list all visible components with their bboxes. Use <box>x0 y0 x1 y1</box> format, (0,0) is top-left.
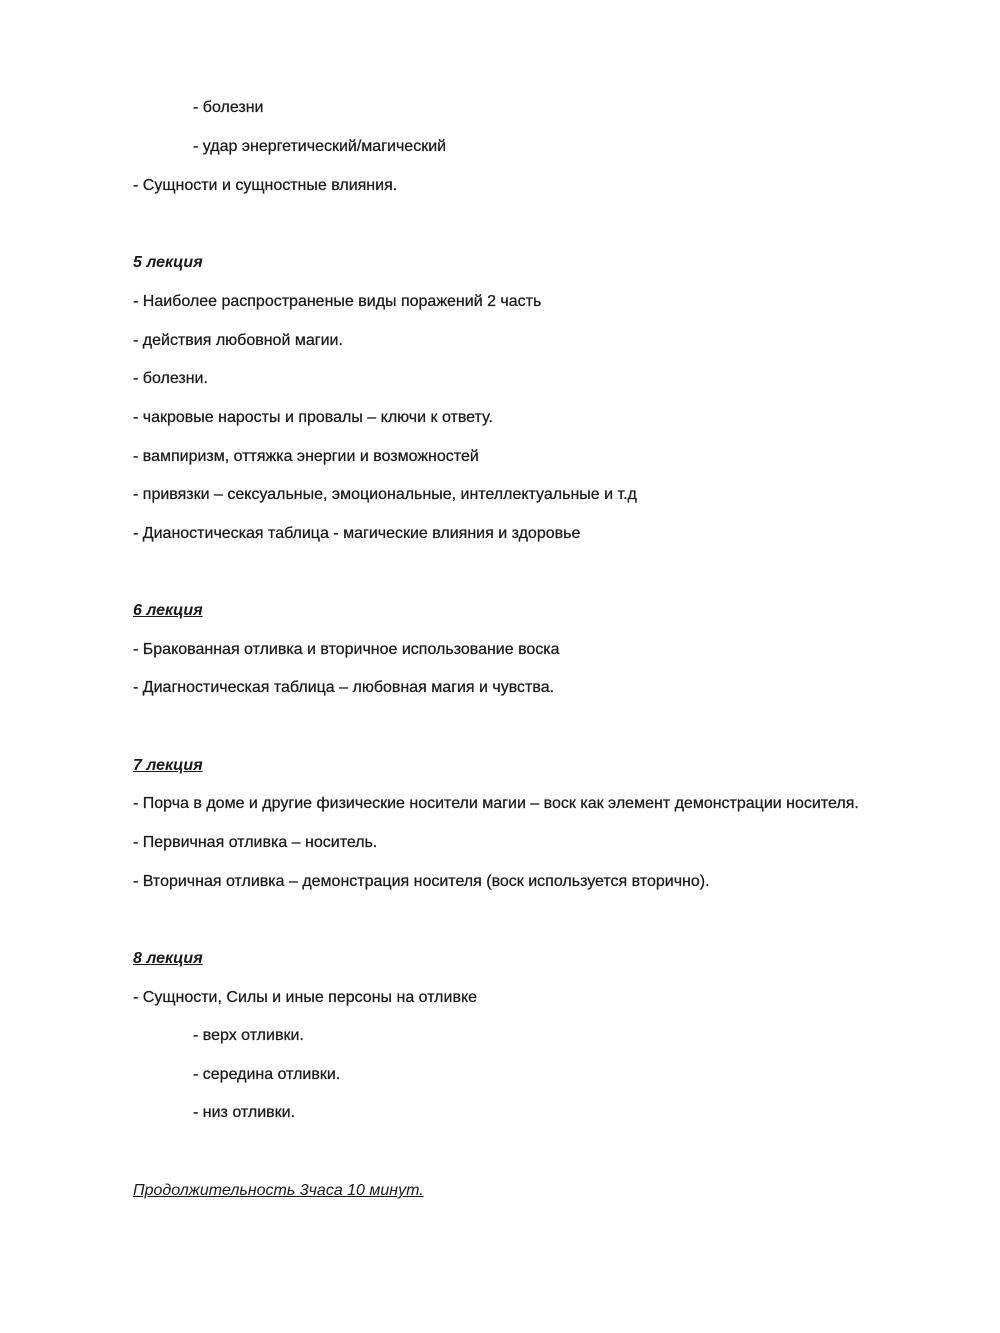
duration-note: Продолжительность 3часа 10 минут. <box>133 1182 424 1199</box>
lecture-5-title: 5 лекция <box>133 254 203 271</box>
lecture-8-title: 8 лекция <box>133 950 203 967</box>
intro-sub-item: - болезни <box>193 99 264 116</box>
lecture-6-item: - Бракованная отливка и вторичное использование воска <box>133 641 560 658</box>
lecture-8-item: - Сущности, Силы и иные персоны на отливке <box>133 989 478 1006</box>
lecture-8-sub-item: - верх отливки. <box>193 1027 304 1044</box>
intro-sub-item: - удар энергетический/магический <box>193 138 447 155</box>
lecture-7-title: 7 лекция <box>133 757 203 774</box>
lecture-5-item: - чакровые наросты и провалы – ключи к ответу. <box>133 409 493 426</box>
lecture-6-title: 6 лекция <box>133 602 203 619</box>
lecture-5-item: - действия любовной магии. <box>133 332 343 349</box>
lecture-5-item: - Дианостическая таблица - магические влияния и здоровье <box>133 525 581 542</box>
intro-item: - Сущности и сущностные влияния. <box>133 177 398 194</box>
lecture-5-item: - вампиризм, оттяжка энергии и возможностей <box>133 448 479 465</box>
lecture-8-sub-item: - низ отливки. <box>193 1104 296 1121</box>
lecture-5-item: - болезни. <box>133 370 208 387</box>
lecture-7-item: - Вторичная отливка – демонстрация носителя (воск используется вторично). <box>133 873 710 890</box>
lecture-6-item: - Диагностическая таблица – любовная магия и чувства. <box>133 679 555 696</box>
lecture-7-item: - Первичная отливка – носитель. <box>133 834 378 851</box>
lecture-5-item: - Наиболее распространеные виды поражений 2 часть <box>133 293 542 310</box>
lecture-7-item: - Порча в доме и другие физические носители магии – воск как элемент демонстрации носителя. <box>133 795 859 812</box>
lecture-8-sub-item: - середина отливки. <box>193 1066 341 1083</box>
lecture-5-item: - привязки – сексуальные, эмоциональные, интеллектуальные и т.д <box>133 486 637 503</box>
